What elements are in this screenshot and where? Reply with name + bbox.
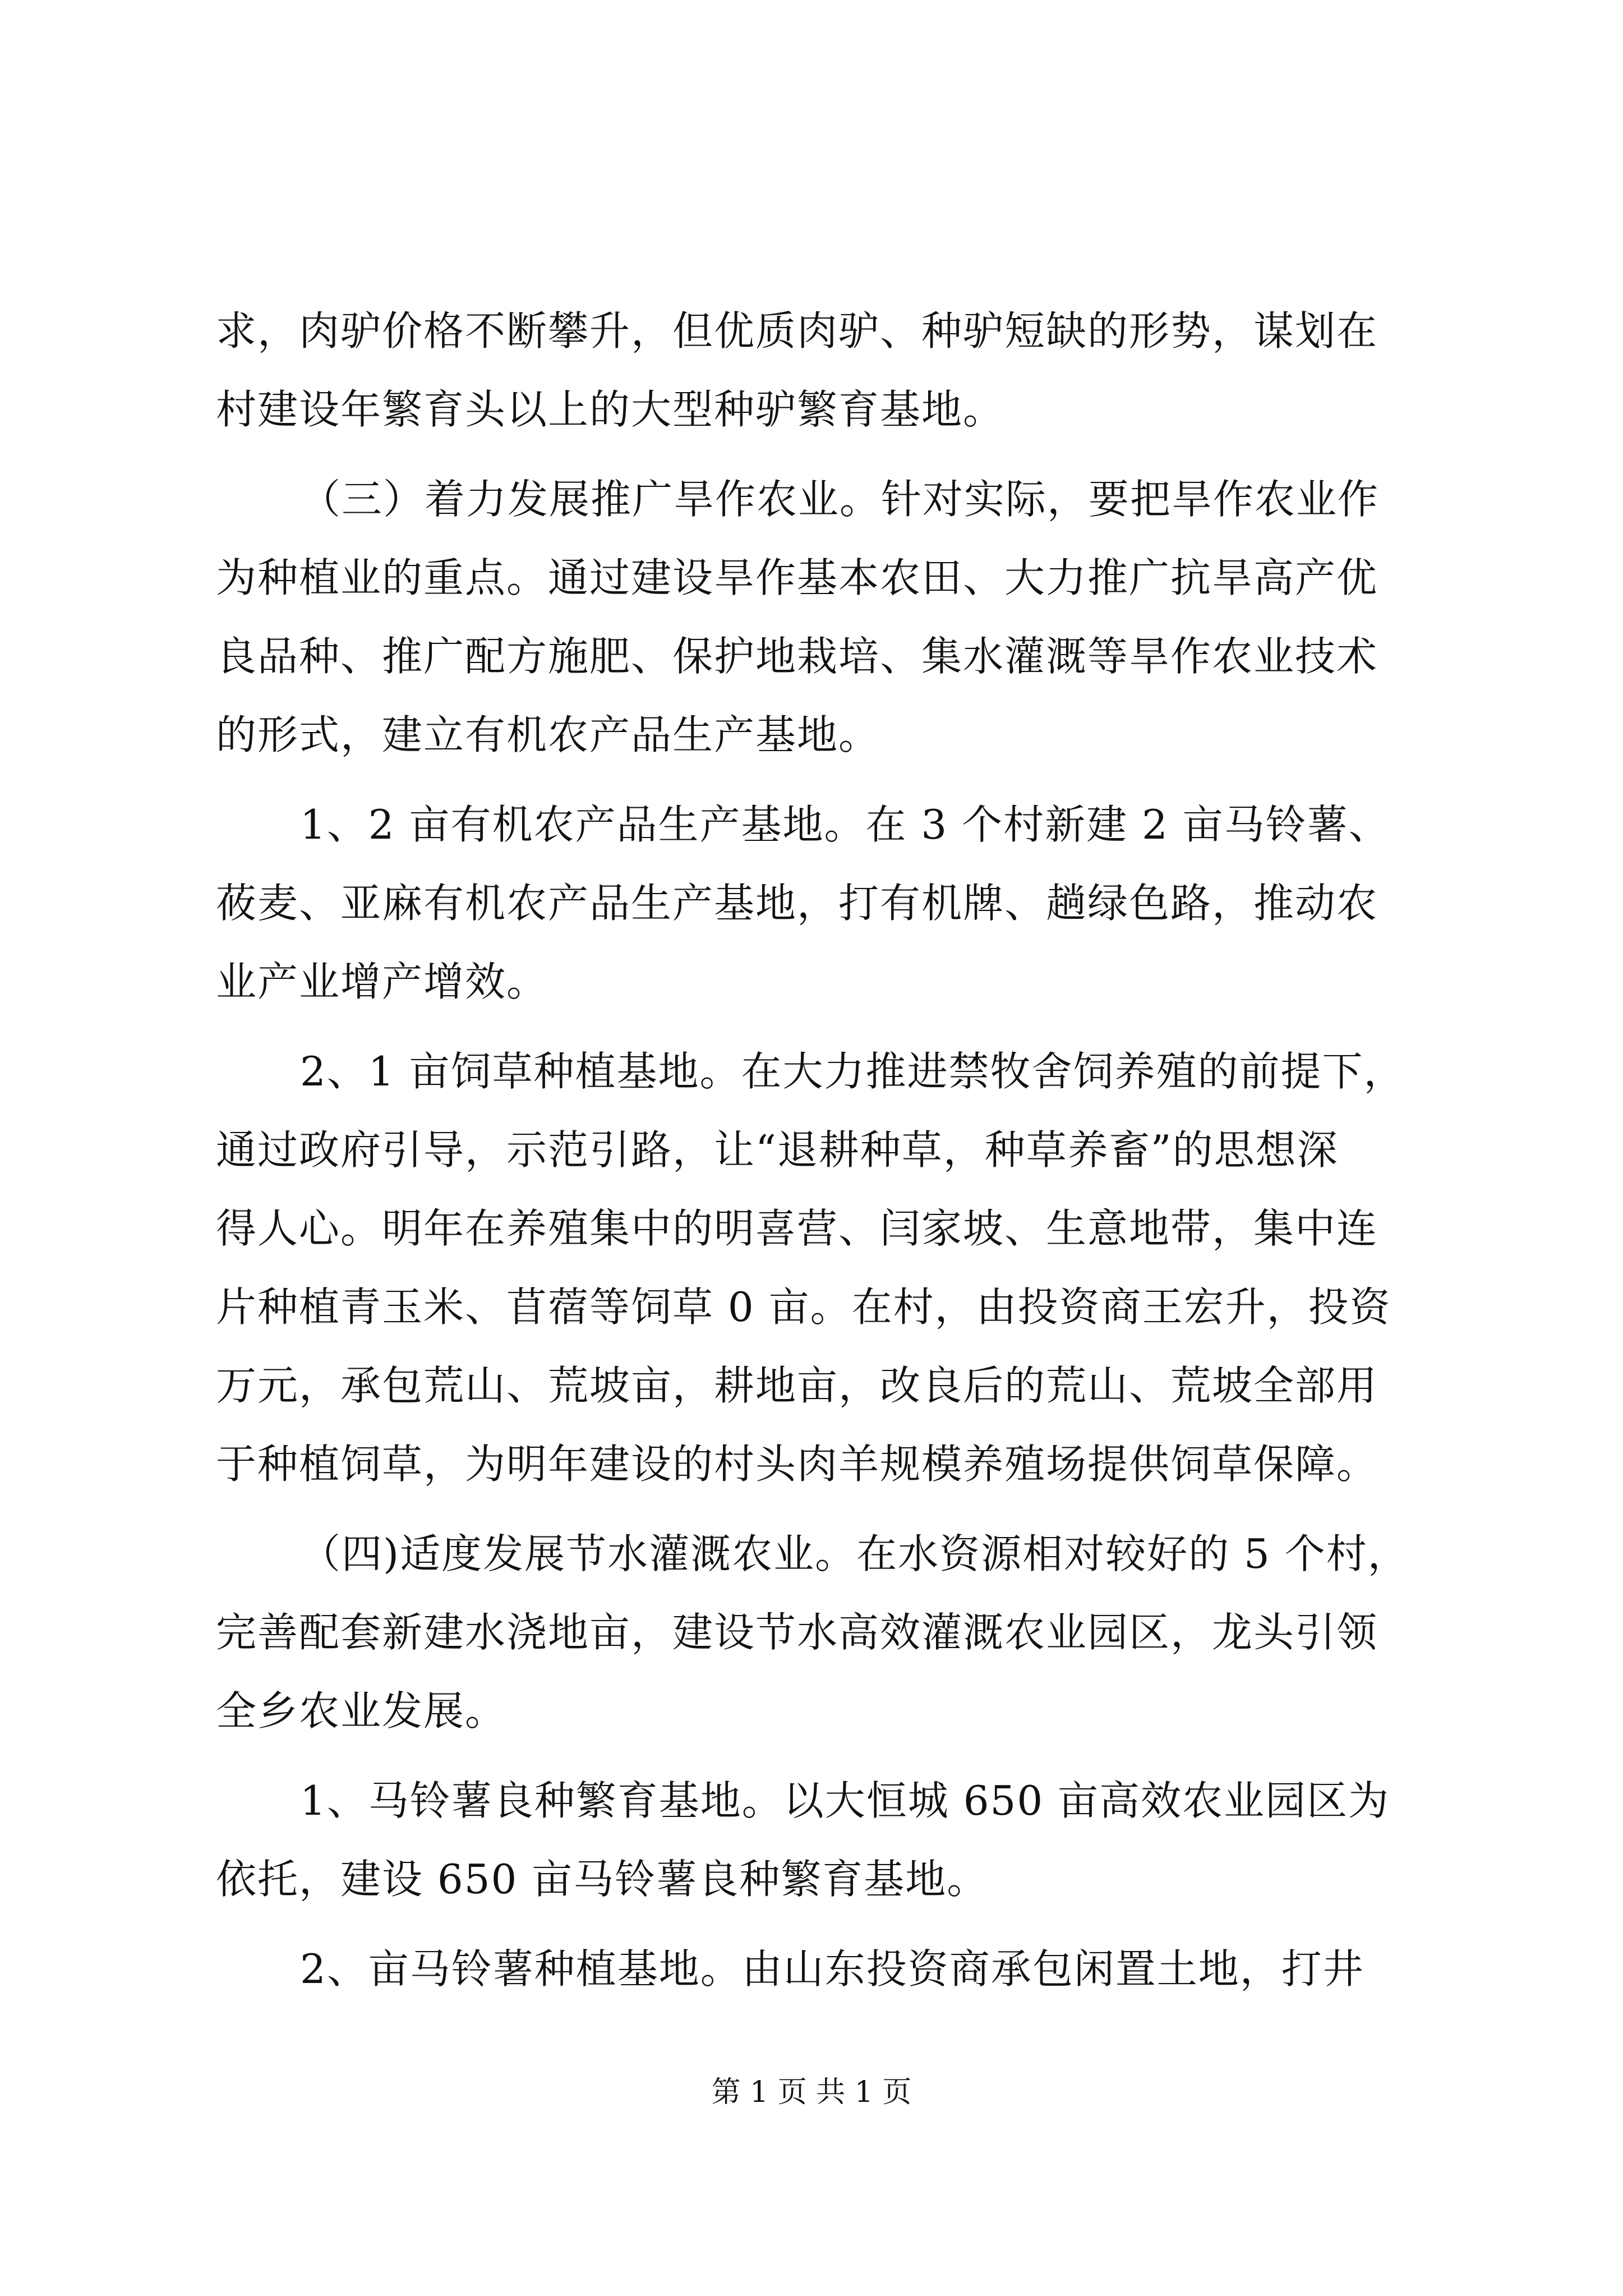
text-line: 为种植业的重点。通过建设旱作基本农田、大力推广抗旱高产优 bbox=[216, 554, 1378, 601]
text-line: 业产业增产增效。 bbox=[216, 958, 548, 1005]
text-line: 通过政府引导，示范引路，让“退耕种草，种草养畜”的思想深 bbox=[216, 1126, 1339, 1174]
text-line: 全乡农业发展。 bbox=[216, 1687, 507, 1734]
list-item-2: 2、1 亩饲草种植基地。在大力推进禁牧舍饲养殖的前提下， bbox=[300, 1048, 1405, 1095]
text-line: 良品种、推广配方施肥、保护地栽培、集水灌溉等旱作农业技术 bbox=[216, 633, 1378, 680]
text-line: 的形式，建立有机农产品生产基地。 bbox=[216, 711, 880, 758]
text-line: 得人心。明年在养殖集中的明喜营、闫家坡、生意地带，集中连 bbox=[216, 1205, 1378, 1252]
text-line: 完善配套新建水浇地亩，建设节水高效灌溉农业园区，龙头引领 bbox=[216, 1609, 1378, 1656]
section-heading-4: （四)适度发展节水灌溉农业。在水资源相对较好的 5 个村， bbox=[300, 1530, 1409, 1577]
text-line: 片种植青玉米、苜蓿等饲草 0 亩。在村，由投资商王宏升，投资 bbox=[216, 1283, 1391, 1331]
text-line: 村建设年繁育头以上的大型种驴繁育基地。 bbox=[216, 386, 1005, 433]
text-line: 求，肉驴价格不断攀升，但优质肉驴、种驴短缺的形势，谋划在 bbox=[216, 307, 1378, 355]
page-footer: 第 1 页 共 1 页 bbox=[711, 2076, 912, 2109]
list-item-1: 1、马铃薯良种繁育基地。以大恒城 650 亩高效农业园区为 bbox=[300, 1777, 1390, 1824]
text-line: 万元，承包荒山、荒坡亩，耕地亩，改良后的荒山、荒坡全部用 bbox=[216, 1362, 1378, 1409]
section-heading-3: （三）着力发展推广旱作农业。针对实际，要把旱作农业作 bbox=[300, 476, 1380, 523]
text-line: 于种植饲草，为明年建设的村头肉羊规模养殖场提供饲草保障。 bbox=[216, 1441, 1378, 1488]
text-line: 依托，建设 650 亩马铃薯良种繁育基地。 bbox=[216, 1856, 989, 1903]
list-item-2: 2、亩马铃薯种植基地。由山东投资商承包闲置土地，打井 bbox=[300, 1945, 1364, 1993]
list-item-1: 1、2 亩有机农产品生产基地。在 3 个村新建 2 亩马铃薯、 bbox=[300, 801, 1390, 848]
text-line: 莜麦、亚麻有机农产品生产基地，打有机牌、趟绿色路，推动农 bbox=[216, 880, 1378, 927]
